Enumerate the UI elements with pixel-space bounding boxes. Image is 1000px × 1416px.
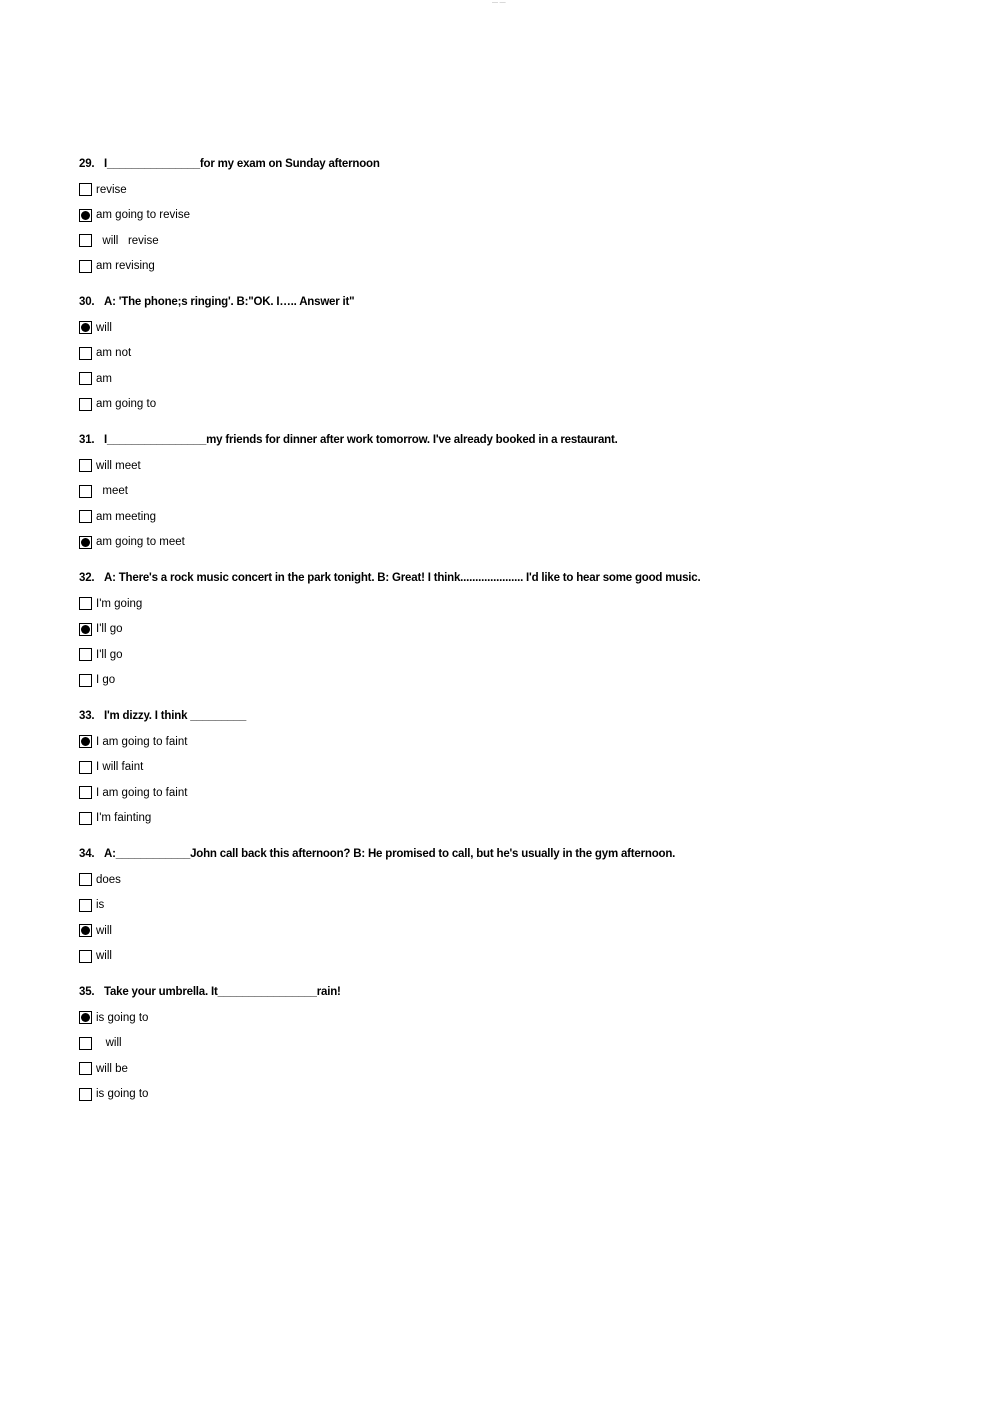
answer-checkbox[interactable] bbox=[79, 648, 92, 661]
question-number: 34. bbox=[79, 848, 95, 860]
answer-option[interactable] bbox=[79, 1031, 959, 1057]
option-label: is bbox=[96, 899, 105, 912]
option-label: am going to revise bbox=[96, 209, 190, 222]
question-text: I________________my friends for dinner after work tomorrow. I've already booked in a restaurant. bbox=[104, 434, 618, 446]
answer-option[interactable] bbox=[79, 893, 959, 919]
option-label: meet bbox=[96, 485, 128, 498]
answer-option[interactable] bbox=[79, 806, 959, 832]
answer-option[interactable] bbox=[79, 479, 959, 505]
option-label: I am going to faint bbox=[96, 735, 188, 748]
question-text: I_______________for my exam on Sunday afternoon bbox=[104, 158, 380, 170]
question-title bbox=[79, 845, 959, 863]
answer-checkbox[interactable] bbox=[79, 1011, 92, 1024]
quiz-list bbox=[79, 155, 959, 1121]
answer-checkbox[interactable] bbox=[79, 597, 92, 610]
answer-option[interactable] bbox=[79, 642, 959, 668]
answer-option[interactable] bbox=[79, 944, 959, 970]
answer-option[interactable] bbox=[79, 392, 959, 418]
question-35 bbox=[79, 983, 959, 1107]
answer-option[interactable] bbox=[79, 254, 959, 280]
question-31 bbox=[79, 431, 959, 555]
answer-checkbox[interactable] bbox=[79, 812, 92, 825]
option-label: I will faint bbox=[96, 761, 144, 774]
answer-checkbox[interactable] bbox=[79, 1037, 92, 1050]
answer-checkbox[interactable] bbox=[79, 347, 92, 360]
answer-checkbox[interactable] bbox=[79, 485, 92, 498]
option-label: will bbox=[96, 924, 112, 937]
option-label: is going to bbox=[96, 1088, 149, 1101]
question-number: 33. bbox=[79, 710, 95, 722]
answer-checkbox[interactable] bbox=[79, 234, 92, 247]
question-number: 35. bbox=[79, 986, 95, 998]
answer-option[interactable] bbox=[79, 315, 959, 341]
answer-checkbox[interactable] bbox=[79, 1062, 92, 1075]
answer-checkbox[interactable] bbox=[79, 209, 92, 222]
option-label: does bbox=[96, 873, 121, 886]
question-text: A: 'The phone;s ringing'. B:"OK. I….. Answer it" bbox=[104, 296, 355, 308]
option-label: am bbox=[96, 372, 112, 385]
question-30 bbox=[79, 293, 959, 417]
answer-checkbox[interactable] bbox=[79, 674, 92, 687]
answer-checkbox[interactable] bbox=[79, 761, 92, 774]
answer-option[interactable] bbox=[79, 668, 959, 694]
answer-checkbox[interactable] bbox=[79, 372, 92, 385]
option-label: am going to bbox=[96, 398, 157, 411]
option-label: am revising bbox=[96, 260, 155, 273]
question-text: I'm dizzy. I think _________ bbox=[104, 710, 247, 722]
answer-option[interactable] bbox=[79, 867, 959, 893]
answer-option[interactable] bbox=[79, 504, 959, 530]
answer-option[interactable] bbox=[79, 617, 959, 643]
answer-checkbox[interactable] bbox=[79, 1088, 92, 1101]
answer-option[interactable] bbox=[79, 1056, 959, 1082]
answer-checkbox[interactable] bbox=[79, 786, 92, 799]
answer-option[interactable] bbox=[79, 1005, 959, 1031]
answer-option[interactable] bbox=[79, 1082, 959, 1108]
question-title bbox=[79, 431, 959, 449]
answer-option[interactable] bbox=[79, 203, 959, 229]
answer-checkbox[interactable] bbox=[79, 950, 92, 963]
question-title bbox=[79, 569, 959, 587]
option-label: I'm fainting bbox=[96, 812, 152, 825]
answer-option[interactable] bbox=[79, 729, 959, 755]
question-title bbox=[79, 983, 959, 1001]
answer-checkbox[interactable] bbox=[79, 623, 92, 636]
answer-checkbox[interactable] bbox=[79, 536, 92, 549]
answer-checkbox[interactable] bbox=[79, 398, 92, 411]
question-number: 29. bbox=[79, 158, 95, 170]
question-text: Take your umbrella. It________________rain! bbox=[104, 986, 341, 998]
question-number: 31. bbox=[79, 434, 95, 446]
answer-option[interactable] bbox=[79, 453, 959, 479]
option-label: will bbox=[96, 950, 112, 963]
answer-option[interactable] bbox=[79, 918, 959, 944]
answer-option[interactable] bbox=[79, 755, 959, 781]
option-label: will meet bbox=[96, 459, 141, 472]
answer-option[interactable] bbox=[79, 591, 959, 617]
answer-checkbox[interactable] bbox=[79, 735, 92, 748]
option-label: I'm going bbox=[96, 597, 143, 610]
option-label: I go bbox=[96, 674, 116, 687]
option-label: am not bbox=[96, 347, 132, 360]
answer-option[interactable] bbox=[79, 780, 959, 806]
answer-checkbox[interactable] bbox=[79, 924, 92, 937]
answer-checkbox[interactable] bbox=[79, 459, 92, 472]
answer-checkbox[interactable] bbox=[79, 510, 92, 523]
answer-checkbox[interactable] bbox=[79, 183, 92, 196]
answer-checkbox[interactable] bbox=[79, 321, 92, 334]
option-label: will bbox=[96, 1037, 122, 1050]
option-label: I'll go bbox=[96, 648, 123, 661]
option-label: will bbox=[96, 321, 112, 334]
question-title bbox=[79, 155, 959, 173]
question-33 bbox=[79, 707, 959, 831]
option-label: I am going to faint bbox=[96, 786, 188, 799]
option-label: will revise bbox=[96, 234, 159, 247]
answer-option[interactable] bbox=[79, 341, 959, 367]
question-text: A: There's a rock music concert in the park tonight. B: Great! I think..................... I'd like to hear some good music. bbox=[104, 572, 701, 584]
page-header-mark: — — bbox=[492, 0, 506, 6]
answer-option[interactable] bbox=[79, 366, 959, 392]
question-32 bbox=[79, 569, 959, 693]
question-title bbox=[79, 707, 959, 725]
question-title bbox=[79, 293, 959, 311]
option-label: revise bbox=[96, 183, 127, 196]
question-34 bbox=[79, 845, 959, 969]
answer-checkbox[interactable] bbox=[79, 873, 92, 886]
option-label: will be bbox=[96, 1062, 128, 1075]
option-label: is going to bbox=[96, 1011, 149, 1024]
question-number: 32. bbox=[79, 572, 95, 584]
question-text: A:____________John call back this afternoon? B: He promised to call, but he's usually in the gym afternoon. bbox=[104, 848, 676, 860]
answer-option[interactable] bbox=[79, 228, 959, 254]
answer-checkbox[interactable] bbox=[79, 260, 92, 273]
answer-option[interactable] bbox=[79, 177, 959, 203]
answer-checkbox[interactable] bbox=[79, 899, 92, 912]
option-label: I'll go bbox=[96, 623, 123, 636]
answer-option[interactable] bbox=[79, 530, 959, 556]
option-label: am going to meet bbox=[96, 536, 185, 549]
question-number: 30. bbox=[79, 296, 95, 308]
question-29 bbox=[79, 155, 959, 279]
option-label: am meeting bbox=[96, 510, 157, 523]
